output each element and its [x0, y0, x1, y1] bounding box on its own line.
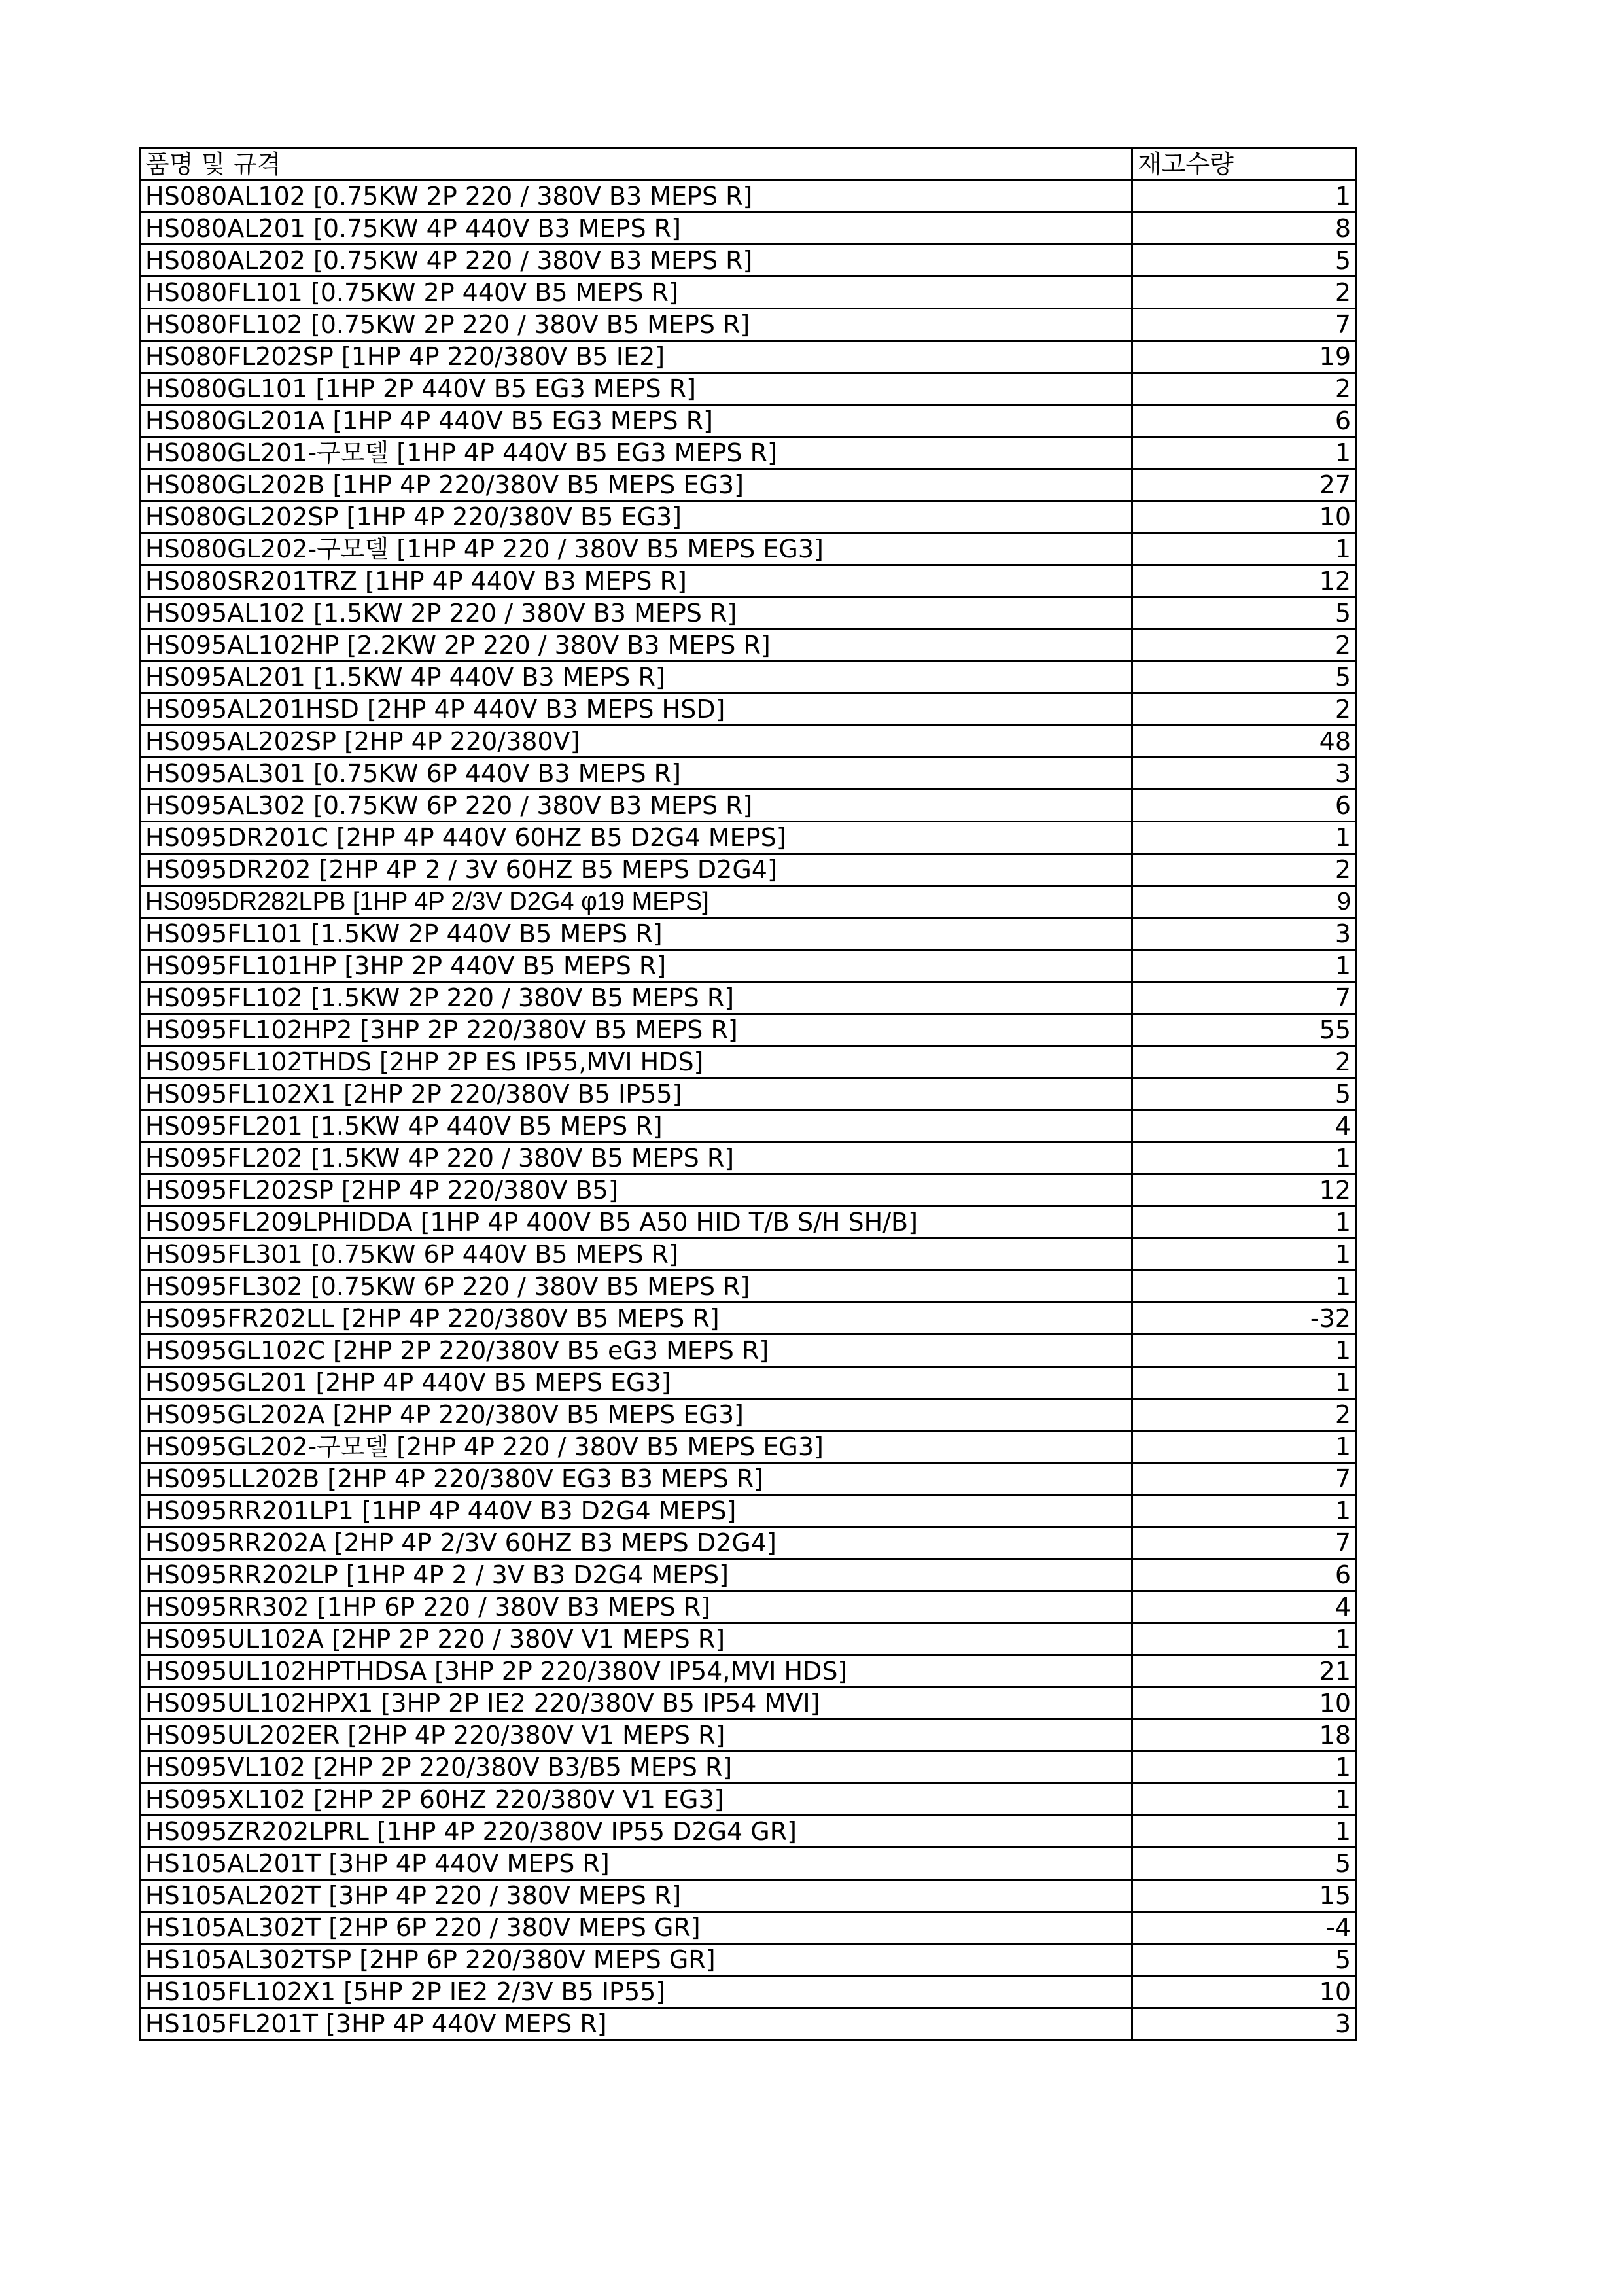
table-row: [140, 1367, 1357, 1399]
stock-quantity-cell: 1: [1132, 1623, 1357, 1655]
product-name-cell: HS105FL201T [3HP 4P 440V MEPS R]: [140, 2008, 1132, 2040]
table-row: [140, 886, 1357, 918]
table-row: [140, 1848, 1357, 1880]
product-name-cell: HS095AL102HP [2.2KW 2P 220 / 380V B3 MEPS R]: [140, 629, 1132, 662]
stock-quantity-cell: 6: [1132, 790, 1357, 822]
table-row: [140, 1399, 1357, 1431]
product-name-cell: HS080GL201-구모델 [1HP 4P 440V B5 EG3 MEPS R]: [140, 437, 1132, 469]
header-row: [140, 149, 1357, 181]
table-row: [140, 1431, 1357, 1463]
stock-quantity-cell: 12: [1132, 565, 1357, 597]
table-row: [140, 1784, 1357, 1816]
product-name-cell: HS095FL101HP [3HP 2P 440V B5 MEPS R]: [140, 950, 1132, 982]
table-row: [140, 1463, 1357, 1495]
table-row: [140, 1752, 1357, 1784]
product-name-cell: HS095AL201HSD [2HP 4P 440V B3 MEPS HSD]: [140, 694, 1132, 726]
table-row: [140, 1655, 1357, 1687]
product-name-cell: HS105AL201T [3HP 4P 440V MEPS R]: [140, 1848, 1132, 1880]
product-name-cell: HS095FL101 [1.5KW 2P 440V B5 MEPS R]: [140, 918, 1132, 950]
stock-quantity-cell: 9: [1132, 886, 1357, 918]
product-name-cell: HS095UL102HPTHDSA [3HP 2P 220/380V IP54,MVI HDS]: [140, 1655, 1132, 1687]
product-name-cell: HS080AL102 [0.75KW 2P 220 / 380V B3 MEPS R]: [140, 181, 1132, 213]
header-product-name: 품명 및 규격: [140, 149, 1132, 181]
stock-quantity-cell: 1: [1132, 1207, 1357, 1239]
product-name-cell: HS080FL101 [0.75KW 2P 440V B5 MEPS R]: [140, 277, 1132, 309]
stock-quantity-cell: 1: [1132, 1367, 1357, 1399]
stock-quantity-cell: 5: [1132, 1078, 1357, 1110]
table-row: [140, 1239, 1357, 1271]
stock-quantity-cell: 1: [1132, 533, 1357, 565]
stock-quantity-cell: 1: [1132, 822, 1357, 854]
stock-quantity-cell: 15: [1132, 1880, 1357, 1912]
product-name-cell: HS080GL202SP [1HP 4P 220/380V B5 EG3]: [140, 501, 1132, 533]
table-row: [140, 918, 1357, 950]
product-name-cell: HS095AL201 [1.5KW 4P 440V B3 MEPS R]: [140, 662, 1132, 694]
table-row: [140, 597, 1357, 629]
table-row: [140, 1944, 1357, 1976]
stock-quantity-cell: 1: [1132, 1816, 1357, 1848]
stock-quantity-cell: 10: [1132, 1687, 1357, 1720]
product-name-cell: HS095LL202B [2HP 4P 220/380V EG3 B3 MEPS R]: [140, 1463, 1132, 1495]
stock-quantity-cell: 10: [1132, 501, 1357, 533]
stock-quantity-cell: 5: [1132, 245, 1357, 277]
table-row: [140, 1687, 1357, 1720]
product-name-cell: HS080GL202B [1HP 4P 220/380V B5 MEPS EG3]: [140, 469, 1132, 501]
product-name-cell: HS080FL102 [0.75KW 2P 220 / 380V B5 MEPS R]: [140, 309, 1132, 341]
stock-quantity-cell: -4: [1132, 1912, 1357, 1944]
table-row: [140, 1976, 1357, 2008]
table-row: [140, 533, 1357, 565]
stock-quantity-cell: 21: [1132, 1655, 1357, 1687]
product-name-cell: HS095FL202SP [2HP 4P 220/380V B5]: [140, 1174, 1132, 1207]
product-name-cell: HS095UL102HPX1 [3HP 2P IE2 220/380V B5 IP54 MVI]: [140, 1687, 1132, 1720]
product-name-cell: HS095RR202LP [1HP 4P 2 / 3V B3 D2G4 MEPS]: [140, 1559, 1132, 1591]
table-row: [140, 726, 1357, 758]
stock-quantity-cell: 7: [1132, 982, 1357, 1014]
table-row: [140, 1014, 1357, 1046]
product-name-cell: HS095VL102 [2HP 2P 220/380V B3/B5 MEPS R]: [140, 1752, 1132, 1784]
product-name-cell: HS095GL201 [2HP 4P 440V B5 MEPS EG3]: [140, 1367, 1132, 1399]
stock-quantity-cell: -32: [1132, 1303, 1357, 1335]
product-name-cell: HS095GL102C [2HP 2P 220/380V B5 eG3 MEPS R]: [140, 1335, 1132, 1367]
product-name-cell: HS095XL102 [2HP 2P 60HZ 220/380V V1 EG3]: [140, 1784, 1132, 1816]
table-row: [140, 1335, 1357, 1367]
table-row: [140, 1078, 1357, 1110]
product-name-cell: HS095FL301 [0.75KW 6P 440V B5 MEPS R]: [140, 1239, 1132, 1271]
stock-quantity-cell: 1: [1132, 181, 1357, 213]
stock-quantity-cell: 7: [1132, 1463, 1357, 1495]
product-name-cell: HS095RR201LP1 [1HP 4P 440V B3 D2G4 MEPS]: [140, 1495, 1132, 1527]
table-row: [140, 982, 1357, 1014]
table-row: [140, 213, 1357, 245]
stock-quantity-cell: 55: [1132, 1014, 1357, 1046]
table-row: [140, 854, 1357, 886]
table-row: [140, 405, 1357, 437]
table-row: [140, 662, 1357, 694]
product-name-cell: HS095DR282LPB [1HP 4P 2/3V D2G4 φ19 MEPS]: [140, 886, 1132, 918]
table-row: [140, 694, 1357, 726]
stock-quantity-cell: 5: [1132, 1848, 1357, 1880]
table-row: [140, 1046, 1357, 1078]
product-name-cell: HS095AL301 [0.75KW 6P 440V B3 MEPS R]: [140, 758, 1132, 790]
product-name-cell: HS095FL302 [0.75KW 6P 220 / 380V B5 MEPS R]: [140, 1271, 1132, 1303]
table-row: [140, 501, 1357, 533]
stock-quantity-cell: 1: [1132, 1335, 1357, 1367]
table-row: [140, 1880, 1357, 1912]
product-name-cell: HS095FL102THDS [2HP 2P ES IP55,MVI HDS]: [140, 1046, 1132, 1078]
product-name-cell: HS080AL202 [0.75KW 4P 220 / 380V B3 MEPS R]: [140, 245, 1132, 277]
product-name-cell: HS080GL101 [1HP 2P 440V B5 EG3 MEPS R]: [140, 373, 1132, 405]
table-row: [140, 373, 1357, 405]
stock-quantity-cell: 12: [1132, 1174, 1357, 1207]
product-name-cell: HS095FL209LPHIDDA [1HP 4P 400V B5 A50 HID T/B S/H SH/B]: [140, 1207, 1132, 1239]
stock-quantity-cell: 2: [1132, 854, 1357, 886]
product-name-cell: HS095GL202-구모델 [2HP 4P 220 / 380V B5 MEPS EG3]: [140, 1431, 1132, 1463]
table-row: [140, 1495, 1357, 1527]
product-name-cell: HS080SR201TRZ [1HP 4P 440V B3 MEPS R]: [140, 565, 1132, 597]
stock-quantity-cell: 5: [1132, 597, 1357, 629]
table-row: [140, 309, 1357, 341]
stock-quantity-cell: 3: [1132, 2008, 1357, 2040]
table-row: [140, 1912, 1357, 1944]
table-row: [140, 1720, 1357, 1752]
stock-quantity-cell: 48: [1132, 726, 1357, 758]
product-name-cell: HS105AL302TSP [2HP 6P 220/380V MEPS GR]: [140, 1944, 1132, 1976]
product-name-cell: HS095FL201 [1.5KW 4P 440V B5 MEPS R]: [140, 1110, 1132, 1142]
table-row: [140, 1174, 1357, 1207]
product-name-cell: HS095AL302 [0.75KW 6P 220 / 380V B3 MEPS R]: [140, 790, 1132, 822]
product-name-cell: HS105AL302T [2HP 6P 220 / 380V MEPS GR]: [140, 1912, 1132, 1944]
product-name-cell: HS080GL201A [1HP 4P 440V B5 EG3 MEPS R]: [140, 405, 1132, 437]
stock-quantity-cell: 1: [1132, 1431, 1357, 1463]
product-name-cell: HS095ZR202LPRL [1HP 4P 220/380V IP55 D2G4 GR]: [140, 1816, 1132, 1848]
product-name-cell: HS080AL201 [0.75KW 4P 440V B3 MEPS R]: [140, 213, 1132, 245]
stock-quantity-cell: 2: [1132, 629, 1357, 662]
product-name-cell: HS095GL202A [2HP 4P 220/380V B5 MEPS EG3]: [140, 1399, 1132, 1431]
stock-quantity-cell: 18: [1132, 1720, 1357, 1752]
table-row: [140, 277, 1357, 309]
stock-quantity-cell: 2: [1132, 1046, 1357, 1078]
table-row: [140, 1816, 1357, 1848]
stock-quantity-cell: 1: [1132, 950, 1357, 982]
product-name-cell: HS095FL102HP2 [3HP 2P 220/380V B5 MEPS R]: [140, 1014, 1132, 1046]
table-row: [140, 2008, 1357, 2040]
table-row: [140, 1207, 1357, 1239]
product-name-cell: HS095FL102X1 [2HP 2P 220/380V B5 IP55]: [140, 1078, 1132, 1110]
table-row: [140, 565, 1357, 597]
stock-quantity-cell: 10: [1132, 1976, 1357, 2008]
stock-quantity-cell: 7: [1132, 309, 1357, 341]
table-row: [140, 1110, 1357, 1142]
product-name-cell: HS095FL202 [1.5KW 4P 220 / 380V B5 MEPS R]: [140, 1142, 1132, 1174]
table-row: [140, 629, 1357, 662]
table-row: [140, 437, 1357, 469]
table-row: [140, 822, 1357, 854]
stock-quantity-cell: 19: [1132, 341, 1357, 373]
product-name-cell: HS105FL102X1 [5HP 2P IE2 2/3V B5 IP55]: [140, 1976, 1132, 2008]
product-name-cell: HS095DR201C [2HP 4P 440V 60HZ B5 D2G4 MEPS]: [140, 822, 1132, 854]
stock-quantity-cell: 1: [1132, 1495, 1357, 1527]
stock-quantity-cell: 1: [1132, 1752, 1357, 1784]
stock-quantity-cell: 1: [1132, 1239, 1357, 1271]
stock-quantity-cell: 2: [1132, 1399, 1357, 1431]
table-row: [140, 1623, 1357, 1655]
stock-quantity-cell: 5: [1132, 662, 1357, 694]
product-name-cell: HS095AL102 [1.5KW 2P 220 / 380V B3 MEPS R]: [140, 597, 1132, 629]
stock-quantity-cell: 3: [1132, 918, 1357, 950]
stock-quantity-cell: 27: [1132, 469, 1357, 501]
table-row: [140, 1303, 1357, 1335]
product-name-cell: HS095DR202 [2HP 4P 2 / 3V 60HZ B5 MEPS D2G4]: [140, 854, 1132, 886]
table-row: [140, 341, 1357, 373]
stock-quantity-cell: 1: [1132, 1142, 1357, 1174]
header-stock-quantity: 재고수량: [1132, 149, 1357, 181]
stock-quantity-cell: 2: [1132, 694, 1357, 726]
table-row: [140, 950, 1357, 982]
stock-quantity-cell: 2: [1132, 373, 1357, 405]
product-name-cell: HS095FL102 [1.5KW 2P 220 / 380V B5 MEPS R]: [140, 982, 1132, 1014]
product-name-cell: HS080GL202-구모델 [1HP 4P 220 / 380V B5 MEPS EG3]: [140, 533, 1132, 565]
product-name-cell: HS095AL202SP [2HP 4P 220/380V]: [140, 726, 1132, 758]
table-body: [140, 149, 1357, 2040]
stock-quantity-cell: 8: [1132, 213, 1357, 245]
table-row: [140, 1142, 1357, 1174]
stock-quantity-cell: 6: [1132, 1559, 1357, 1591]
product-name-cell: HS095UL202ER [2HP 4P 220/380V V1 MEPS R]: [140, 1720, 1132, 1752]
stock-quantity-cell: 3: [1132, 758, 1357, 790]
table-row: [140, 1527, 1357, 1559]
table-row: [140, 758, 1357, 790]
table-row: [140, 1559, 1357, 1591]
stock-quantity-cell: 6: [1132, 405, 1357, 437]
table-row: [140, 1271, 1357, 1303]
product-name-cell: HS095RR302 [1HP 6P 220 / 380V B3 MEPS R]: [140, 1591, 1132, 1623]
table-row: [140, 1591, 1357, 1623]
product-name-cell: HS095RR202A [2HP 4P 2/3V 60HZ B3 MEPS D2G4]: [140, 1527, 1132, 1559]
stock-quantity-cell: 1: [1132, 437, 1357, 469]
product-name-cell: HS095UL102A [2HP 2P 220 / 380V V1 MEPS R]: [140, 1623, 1132, 1655]
stock-quantity-cell: 1: [1132, 1784, 1357, 1816]
table-row: [140, 469, 1357, 501]
stock-quantity-cell: 4: [1132, 1591, 1357, 1623]
product-name-cell: HS105AL202T [3HP 4P 220 / 380V MEPS R]: [140, 1880, 1132, 1912]
stock-quantity-cell: 1: [1132, 1271, 1357, 1303]
table-row: [140, 245, 1357, 277]
product-name-cell: HS080FL202SP [1HP 4P 220/380V B5 IE2]: [140, 341, 1132, 373]
inventory-table: [139, 147, 1357, 2041]
product-name-cell: HS095FR202LL [2HP 4P 220/380V B5 MEPS R]: [140, 1303, 1132, 1335]
table-row: [140, 181, 1357, 213]
table-row: [140, 790, 1357, 822]
stock-quantity-cell: 4: [1132, 1110, 1357, 1142]
stock-quantity-cell: 5: [1132, 1944, 1357, 1976]
stock-quantity-cell: 7: [1132, 1527, 1357, 1559]
stock-quantity-cell: 2: [1132, 277, 1357, 309]
